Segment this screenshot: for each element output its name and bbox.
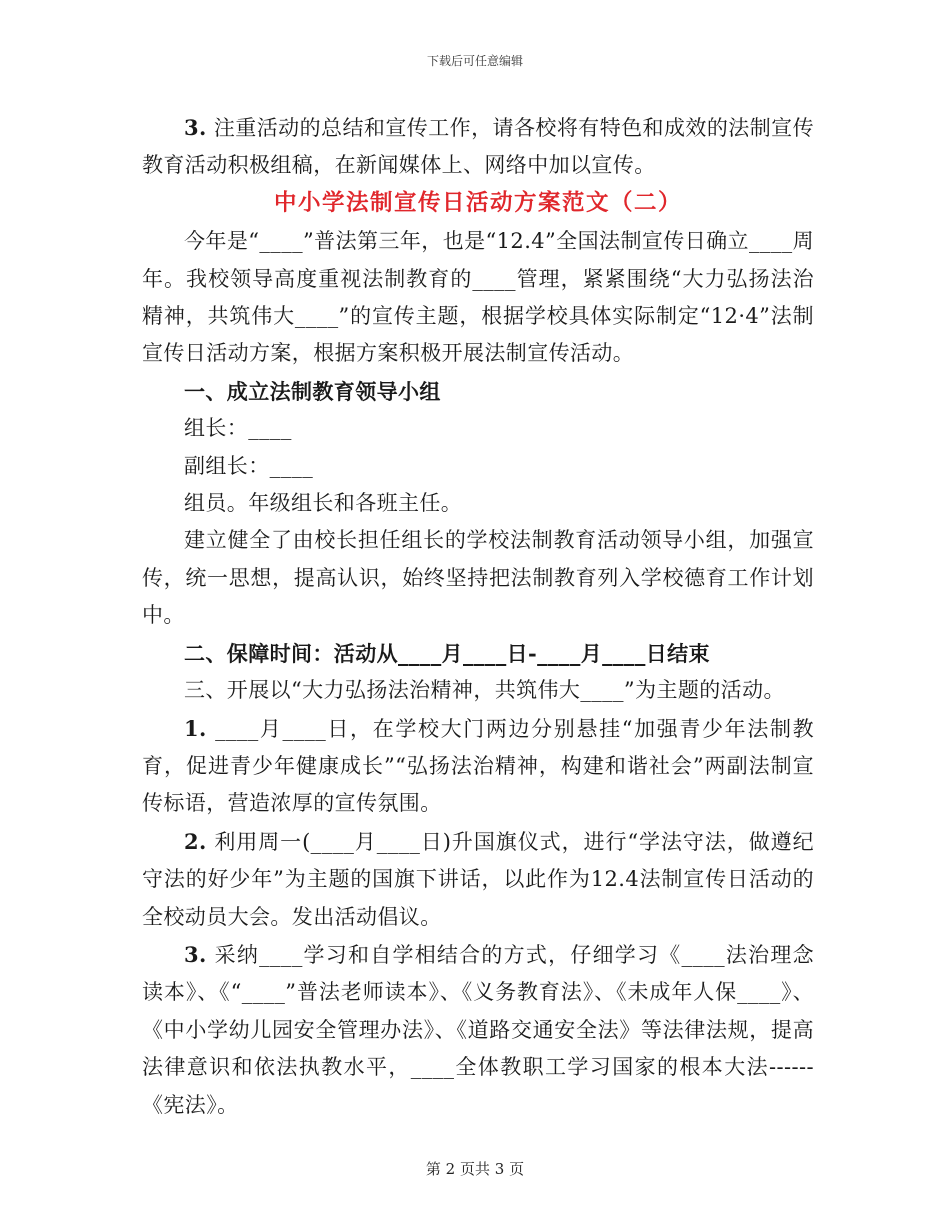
paragraph-text: 注重活动的总结和宣传工作，请各校将有特色和成效的法制宣传教育活动积极组稿，在新闻媒体上、网络中加以宣传。 <box>142 116 815 178</box>
page-footer: 第 2 页共 3 页 <box>425 1160 525 1178</box>
paragraph-text: ____月____日，在学校大门两边分别悬挂“加强青少年法制教育，促进青少年健康成长”“弘扬法治精神，构建和谐社会”两副法制宣传标语，营造浓厚的宣传氛围。 <box>142 716 815 816</box>
list-number: 2. <box>184 828 207 854</box>
page-header: 下载后可任意编辑 <box>426 54 523 68</box>
paragraph-theme-activities: 三、开展以“大力弘扬法治精神，共筑伟大____”为主题的活动。 <box>184 678 785 703</box>
list-item-1 <box>142 710 814 823</box>
paragraph-deputy-leader: 副组长：____ <box>184 453 314 478</box>
paragraph-text: 利用周一(____月____日)升国旗仪式，进行“学法守法，做遵纪守法的好少年”为主题的国旗下讲话，以此作为12.4法制宣传日活动的全校动员大会。发出活动倡议。 <box>142 829 814 929</box>
section-heading-leadership: 一、成立法制教育领导小组 <box>184 378 441 404</box>
list-number: 3. <box>184 941 207 967</box>
section-heading-schedule: 二、保障时间：活动从____月____日-____月____日结束 <box>184 640 710 666</box>
list-item-2 <box>142 823 814 936</box>
paragraph-publicity-summary <box>142 109 814 185</box>
document-title: 中小学法制宣传日活动方案范文（二） <box>273 189 682 216</box>
paragraph-intro: 今年是“____”普法第三年，也是“12.4”全国法制宣传日确立____周年。我校领导高度重视法制教育的____管理，紧紧围绕“大力弘扬法治精神，共筑伟大____”的宣传主题，根据学校具体实际制定“12·4”法制宣传日活动方案，根据方案积极开展法制宣传活动。 <box>142 229 814 366</box>
list-number: 1. <box>184 715 207 741</box>
paragraph-leadership-group: 建立健全了由校长担任组长的学校法制教育活动领导小组，加强宣传，统一思想，提高认识，始终坚持把法制教育列入学校德育工作计划中。 <box>142 528 814 628</box>
paragraph-leader: 组长：____ <box>184 416 292 441</box>
paragraph-text: 采纳____学习和自学相结合的方式，仔细学习《____法治理念读本》、《“____”普法老师读本》、《义务教育法》、《未成年人保____》、《中小学幼儿园安全管理办法》、《道路交通安全法》等法律法规，提高法律意识和依法执教水平，____全体教职工学习国家的根本大法------《宪法》。 <box>142 942 815 1117</box>
paragraph-members: 组员。年级组长和各班主任。 <box>184 491 463 516</box>
list-item-3 <box>142 936 814 1124</box>
list-number: 3. <box>184 115 207 140</box>
document-body <box>142 109 814 1124</box>
